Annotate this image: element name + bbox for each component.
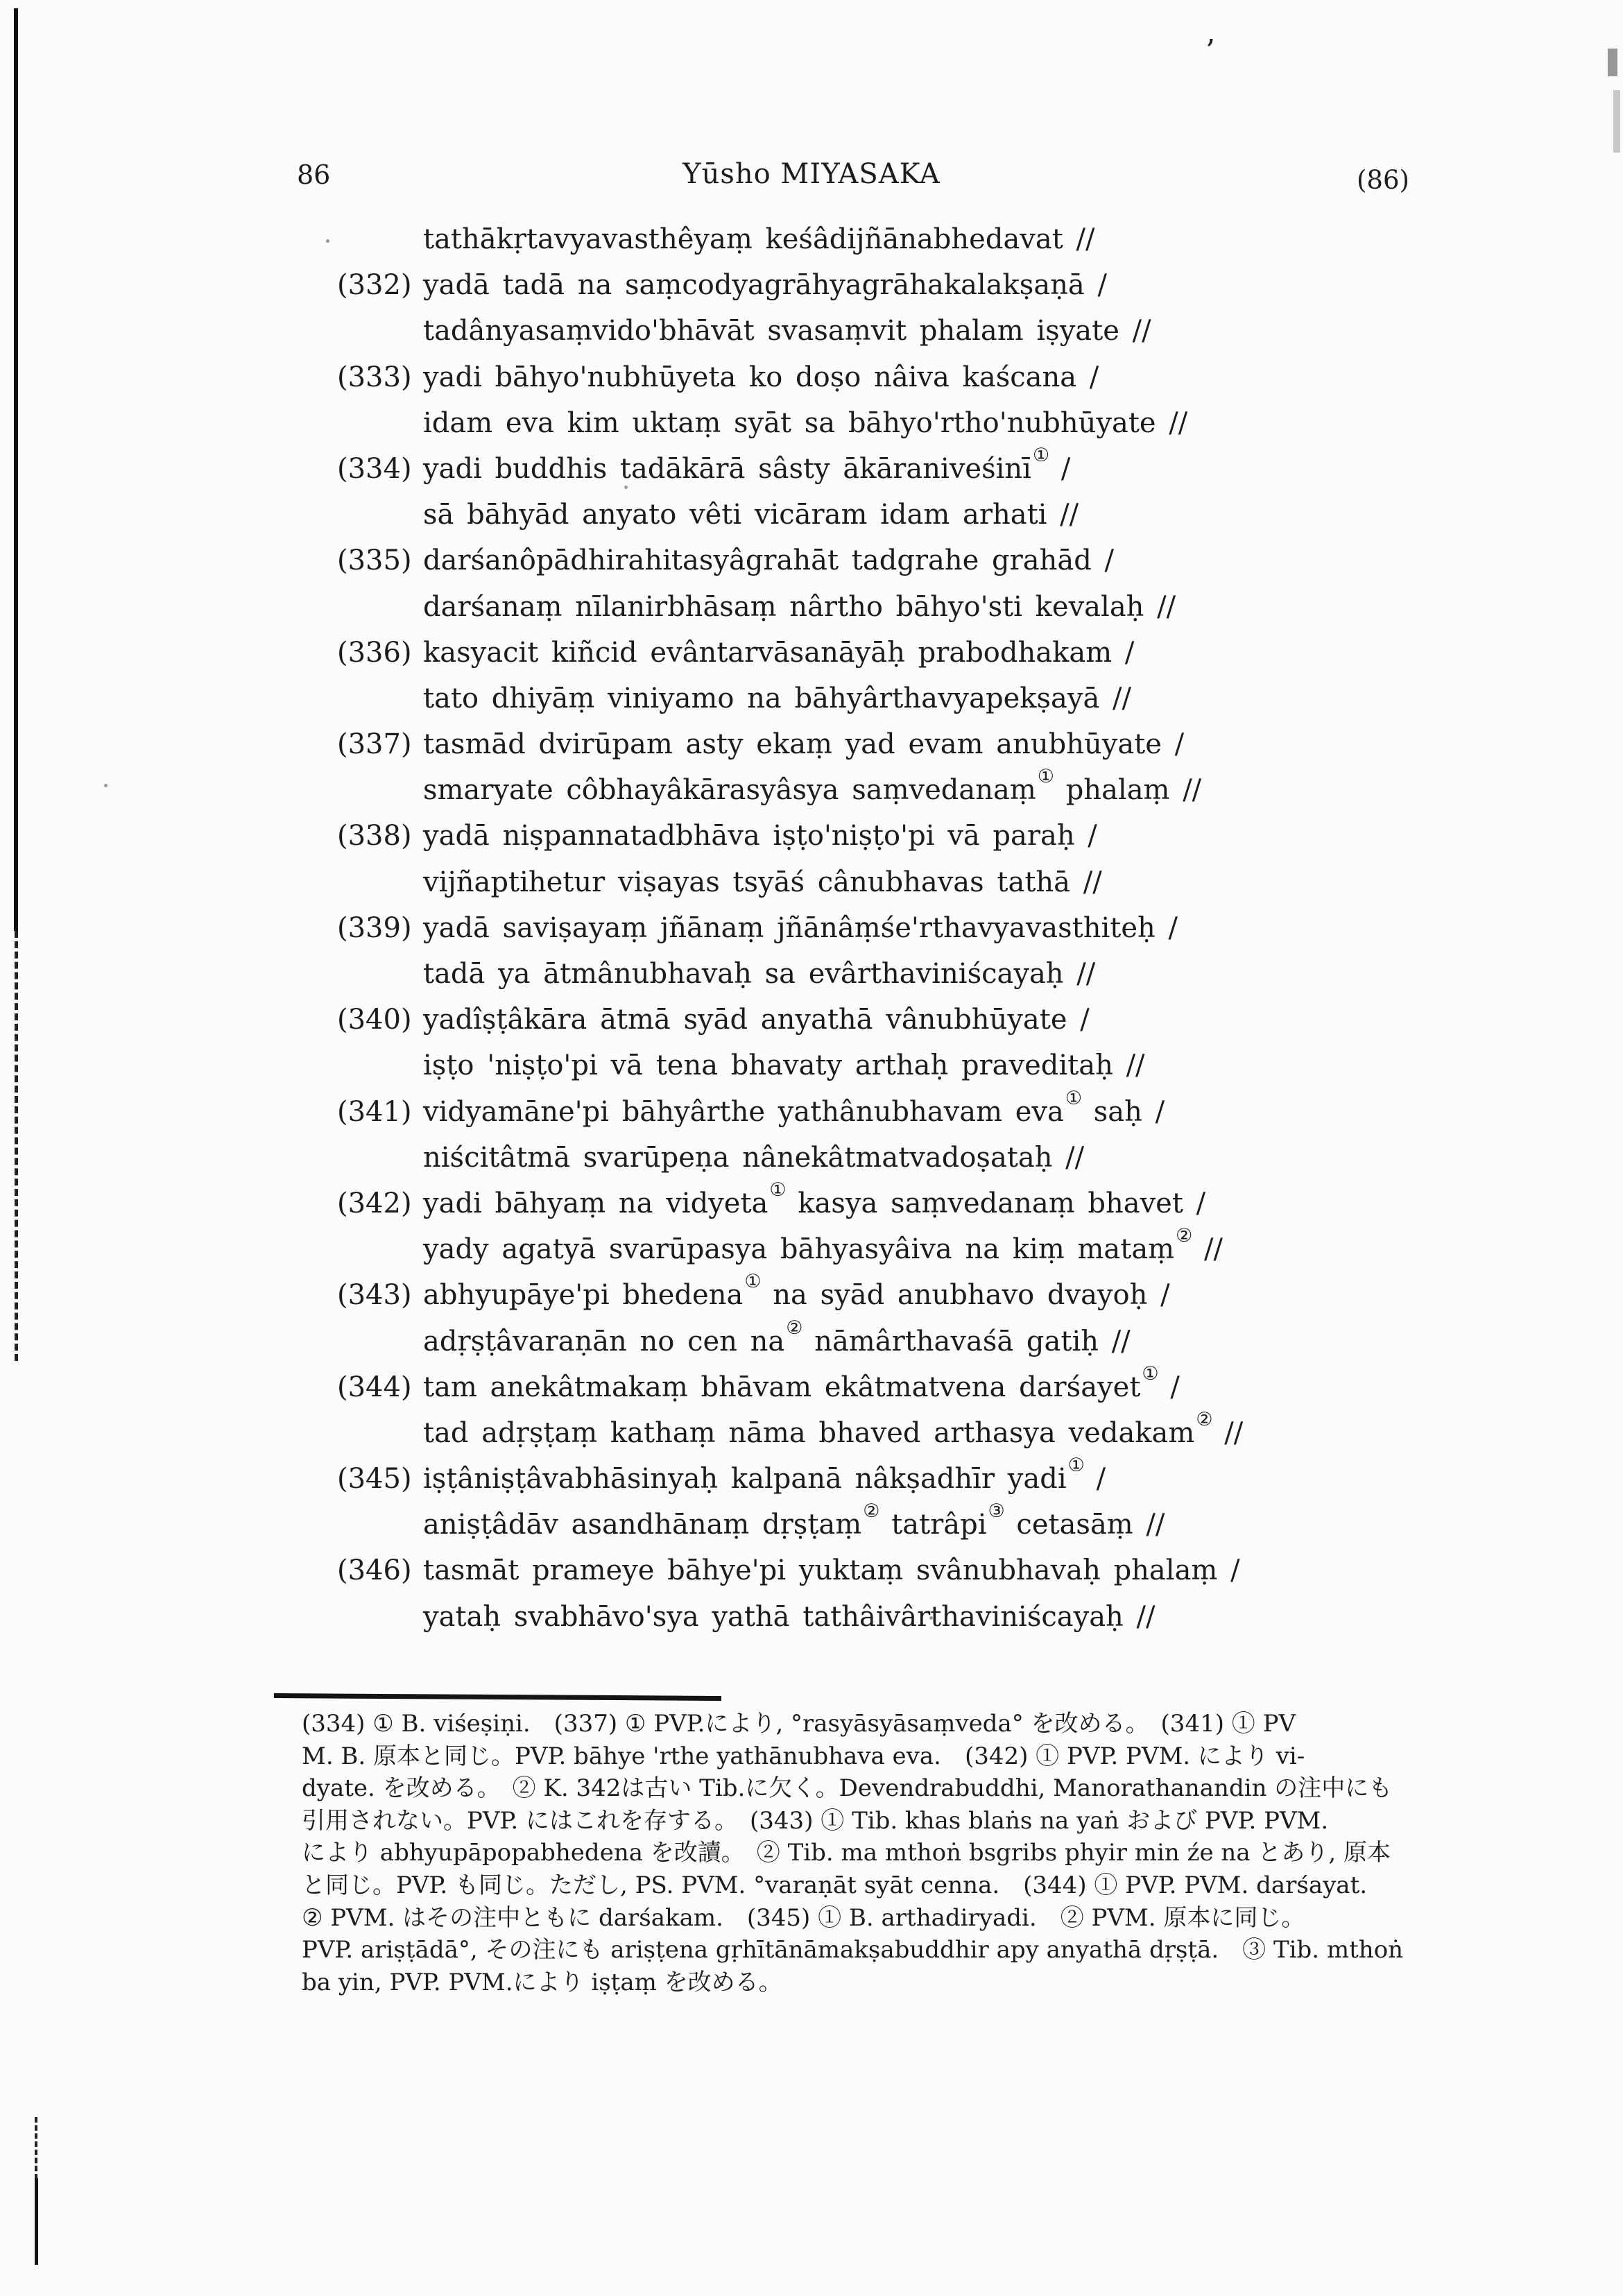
verse-text: tasmād dvirūpam asty ekaṃ yad evam anubhūyate / (423, 728, 1185, 761)
verse-text: yadi bāhyaṃ na vidyeta① kasya saṃvedanaṃ bhavet / (423, 1179, 1206, 1219)
verse-text: yadā saviṣayaṃ jñānaṃ jñānâṃśe'rthavyavasthiteḥ / (423, 911, 1178, 944)
verse-line (337, 859, 1377, 905)
verse-number: (343) (337, 1279, 412, 1312)
running-head-author: Yūsho MIYASAKA (682, 158, 941, 190)
verse-number: (333) (337, 361, 412, 393)
verse-number: (337) (337, 728, 412, 761)
verse-line (337, 813, 1377, 859)
verse-line (337, 1456, 1377, 1502)
footnote-line: により abhyupāpopabhedena を改讀。 ② Tib. ma mthoṅ bsgribs phyir min źe na とあり, 原本 (302, 1839, 1391, 1867)
verse-text: tasmāt prameye bāhye'pi yuktaṃ svânubhavaḥ phalaṃ / (423, 1554, 1240, 1587)
verse-text: kasyacit kiñcid evântarvāsanāyāḥ prabodhakam / (423, 636, 1135, 669)
verse-text: yadā niṣpannatadbhāva iṣṭo'niṣṭo'pi vā paraḥ / (423, 820, 1097, 853)
verse-number: (346) (337, 1554, 412, 1587)
verse-number: (335) (337, 545, 412, 577)
verse-text: vidyamāne'pi bāhyârthe yathânubhavam eva① saḥ / (423, 1087, 1165, 1128)
verse-text: adṛṣṭâvaraṇān no cen na② nāmârthavaśā gatiḥ // (423, 1317, 1131, 1357)
verse-line (337, 997, 1377, 1043)
verse-line (337, 1272, 1377, 1318)
verse-text: sā bāhyād anyato vêti vicāram idam arhati // (423, 499, 1079, 531)
verse-text: tathākṛtavyavasthêyaṃ keśâdijñānabhedavat // (423, 223, 1095, 255)
verse-number: (336) (337, 636, 412, 669)
left-margin-line-bottom-solid (35, 2178, 38, 2265)
verse-variant-marker: ② (863, 1500, 880, 1523)
verse-number: (340) (337, 1004, 412, 1036)
verse-line (337, 308, 1377, 354)
footnote-line: ba yin, PVP. PVM.により iṣṭaṃ を改める。 (302, 1968, 782, 1996)
verse-line (337, 216, 1377, 262)
verse-line (337, 1135, 1377, 1181)
verse-line (337, 584, 1377, 630)
verse-text: tam anekâtmakaṃ bhāvam ekâtmatvena darśayet① / (423, 1362, 1180, 1403)
verse-text: niścitâtmā svarūpeṇa nânekâtmatvadoṣataḥ // (423, 1141, 1085, 1174)
footnote-line: PVP. ariṣṭādā°, その注にも ariṣṭena gṛhītānāmakṣabuddhir apy anyathā dṛṣṭā. ③ Tib. mthoṅ (302, 1936, 1404, 1964)
verse-text: yadi buddhis tadākārā sâsty ākāraniveśinī① / (423, 444, 1071, 485)
scan-edge-smudge (1608, 49, 1617, 76)
verse-text: darśanôpādhirahitasyâgrahāt tadgrahe grahād / (423, 545, 1115, 577)
verse-text: yadîṣṭâkāra ātmā syād anyathā vânubhūyate / (423, 1004, 1090, 1036)
left-margin-line-solid (14, 8, 18, 931)
verse-variant-marker: ① (1067, 1455, 1085, 1477)
verse-line (337, 1502, 1377, 1548)
verse-line (337, 1548, 1377, 1593)
verse-number: (339) (337, 911, 412, 944)
verse-text: yadā tadā na saṃcodyagrāhyagrāhakalakṣaṇā / (423, 269, 1107, 302)
verse-text: tad adṛṣṭaṃ kathaṃ nāma bhaved arthasya vedakam② // (423, 1408, 1244, 1449)
verse-number: (338) (337, 820, 412, 853)
verse-variant-marker: ③ (988, 1500, 1005, 1523)
verse-variant-marker: ① (744, 1271, 762, 1293)
verse-line (337, 1410, 1377, 1456)
footnote-line: dyate. を改める。 ② K. 342は古い Tib.に欠く。Devendrabuddhi, Manorathanandin の注中にも (302, 1774, 1393, 1803)
verse-text: yady agatyā svarūpasya bāhyasyâiva na kiṃ mataṃ② // (423, 1225, 1223, 1266)
verse-text: idam eva kim uktaṃ syāt sa bāhyo'rtho'nubhūyate // (423, 406, 1188, 439)
verse-variant-marker: ② (1196, 1408, 1213, 1430)
verse-number: (334) (337, 452, 412, 485)
verse-line (337, 1594, 1377, 1640)
verse-variant-marker: ① (1065, 1087, 1083, 1109)
verse-line (337, 538, 1377, 583)
verse-line (337, 951, 1377, 997)
verse-line (337, 676, 1377, 721)
verse-line (337, 905, 1377, 951)
verse-text: tadânyasaṃvido'bhāvāt svasaṃvit phalam iṣyate // (423, 315, 1151, 348)
verse-text: tato dhiyāṃ viniyamo na bāhyârthavyapekṣayā // (423, 682, 1131, 714)
page-number-right: (86) (1357, 165, 1409, 195)
footnote-divider-rule (274, 1693, 721, 1701)
footnote-line: 引用されない。PVP. にはこれを存する。 (343) ① Tib. khas blaṅs na yaṅ および PVP. PVM. (302, 1806, 1329, 1835)
left-margin-line-dashed (15, 931, 18, 1361)
verse-text: yataḥ svabhāvo'sya yathā tathâivârthaviniścayaḥ // (423, 1600, 1156, 1633)
verse-text: yadi bāhyo'nubhūyeta ko doṣo nâiva kaścana / (423, 361, 1099, 393)
scan-speck (326, 239, 329, 243)
verse-text: vijñaptihetur viṣayas tsyāś cânubhavas tathā // (423, 866, 1102, 898)
verse-variant-marker: ① (1037, 766, 1054, 788)
verse-line (337, 1226, 1377, 1272)
verse-line (337, 1043, 1377, 1088)
footnote-line: (334) ① B. viśeṣiṇi. (337) ① PVP.により, °rasyāsyāsaṃveda° を改める。 (341) ① PV (302, 1710, 1296, 1738)
verse-variant-marker: ② (786, 1317, 803, 1339)
verse-number: (345) (337, 1463, 412, 1496)
verse-line (337, 721, 1377, 767)
scan-edge-smudge (1613, 90, 1620, 153)
verse-line (337, 354, 1377, 400)
stray-ink-mark: ’ (1205, 33, 1215, 69)
verse-block (337, 216, 1377, 1640)
verse-text: tadā ya ātmânubhavaḥ sa evârthaviniścayaḥ // (423, 958, 1096, 990)
verse-number: (332) (337, 269, 412, 302)
verse-text: iṣṭo 'niṣṭo'pi vā tena bhavaty arthaḥ praveditaḥ // (423, 1050, 1145, 1082)
verse-line (337, 446, 1377, 492)
verse-line (337, 1181, 1377, 1226)
verse-line (337, 1089, 1377, 1135)
verse-text: iṣṭâniṣṭâvabhāsinyaḥ kalpanā nâkṣadhīr yadi① / (423, 1455, 1106, 1496)
verse-variant-marker: ① (769, 1179, 787, 1201)
verse-line (337, 1319, 1377, 1364)
footnotes-block (302, 1708, 1495, 1998)
verse-line (337, 767, 1377, 813)
verse-text: darśanaṃ nīlanirbhāsaṃ nârtho bāhyo'sti kevalaḥ // (423, 590, 1176, 623)
verse-line (337, 492, 1377, 538)
verse-number: (341) (337, 1095, 412, 1128)
left-margin-line-bottom-dashed (35, 2117, 37, 2179)
verse-number: (344) (337, 1371, 412, 1403)
verse-variant-marker: ② (1176, 1225, 1193, 1247)
footnote-line: M. B. 原本と同じ。PVP. bāhye 'rthe yathānubhava eva. (342) ① PVP. PVM. により vi- (302, 1742, 1305, 1770)
verse-variant-marker: ① (1032, 444, 1050, 466)
footnote-line: ② PVM. はその注中ともに darśakam. (345) ① B. arthadiryadi. ② PVM. 原本に同じ。 (302, 1903, 1305, 1932)
verse-line (337, 1364, 1377, 1410)
verse-text: abhyupāye'pi bhedena① na syād anubhavo dvayoḥ / (423, 1271, 1170, 1312)
verse-number: (342) (337, 1187, 412, 1219)
verse-text: smaryate côbhayâkārasyâsya saṃvedanaṃ① phalaṃ // (423, 766, 1202, 807)
verse-line (337, 630, 1377, 676)
verse-line (337, 400, 1377, 446)
footnote-line: と同じ。PVP. も同じ。ただし, PS. PVM. °varaṇāt syāt cenna. (344) ① PVP. PVM. darśayat. (302, 1871, 1368, 1899)
page-number-left: 86 (297, 160, 331, 190)
verse-variant-marker: ① (1142, 1362, 1159, 1385)
verse-line (337, 262, 1377, 308)
verse-text: aniṣṭâdāv asandhānaṃ dṛṣṭaṃ② tatrâpi③ cetasāṃ // (423, 1500, 1165, 1541)
scan-speck (104, 784, 108, 787)
